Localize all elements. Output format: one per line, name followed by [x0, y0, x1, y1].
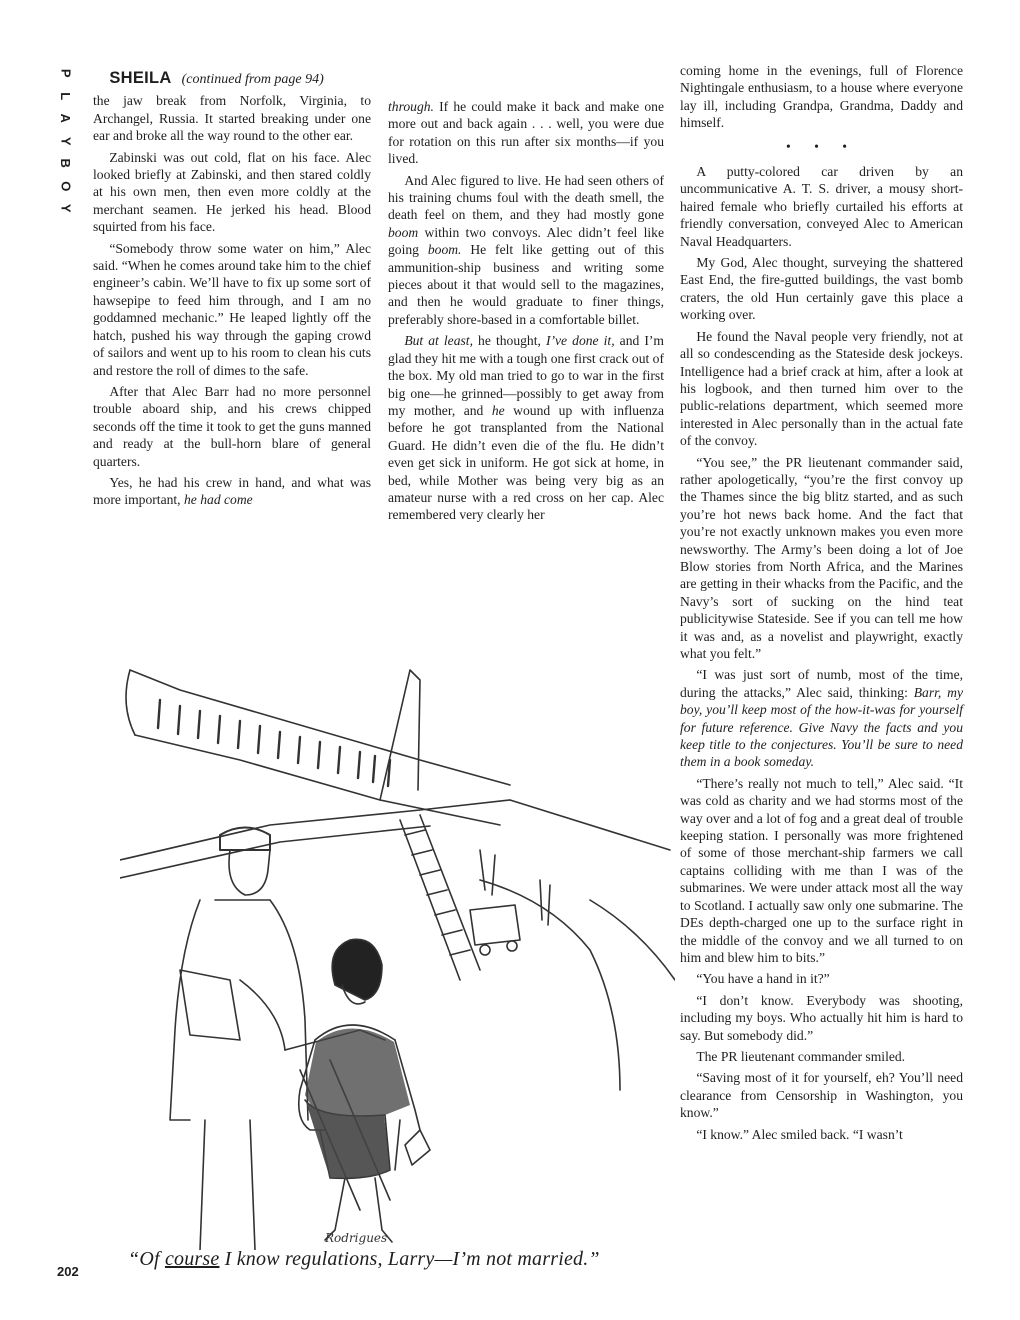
paragraph: The PR lieutenant commander smiled.: [696, 1048, 906, 1064]
article-title: SHEILA: [109, 69, 172, 87]
paragraph: “I know.” Alec smiled back. “I wasn’t: [696, 1126, 903, 1142]
side-letter: B: [58, 158, 74, 168]
artist-signature: Rodrigues: [325, 1231, 388, 1245]
paragraph: [388, 172, 664, 329]
side-letter: P: [58, 68, 74, 78]
paragraph: [388, 332, 664, 523]
paragraph: “You see,” the PR lieutenant commander said, rather apologetically, “you’re the first convoy up the Thames since the big blitz started, and as such you’re hot news back home. And the fact that you’re not exactly unknown makes you even more newsworthy. The Army’s been doing a lot of Joe Blow stories from North Africa, and the Marines are getting in their whacks from the Pacific, and the Navy’s sort of sucking on the hind teat publicitywise Stateside. See if you can tell me how it was and, as a novelist and playwright, exactly what you felt.”: [680, 454, 963, 661]
paragraph: My God, Alec thought, surveying the shattered East End, the fire-gutted buildings, the vast bomb craters, the old Hun certainly gave this place a working over.: [680, 255, 963, 323]
paragraph-italic: I’ve done it,: [545, 333, 615, 349]
paragraph: Zabinski was out cold, flat on his face. Alec looked briefly at Zabinski, and then stared coldly at his own men, then even more coldly at the merchant seamen. He jerked his head. Blood squirted from his face.: [93, 149, 371, 235]
side-letter: L: [58, 91, 74, 100]
paragraph-italic: But at least,: [404, 333, 473, 349]
paragraph: [388, 98, 664, 168]
paragraph: “You have a hand in it?”: [696, 971, 830, 987]
article-column-1: [93, 70, 371, 513]
paragraph-text: And Alec figured to live. He had seen others of his training chums foul with the death smell, the death feel on them, and they had mostly gone: [388, 172, 664, 223]
paragraph: After that Alec Barr had no more personnel trouble aboard ship, and his crews chipped seconds off the time it took to get the guns manned and ready at the bull-horn blare of general quarters.: [93, 383, 371, 469]
paragraph-text: “I was just sort of numb, most of the time, during the attacks,” Alec said, thinking:: [680, 667, 963, 700]
paragraph: “I don’t know. Everybody was shooting, including my boys. Who actually hit him is hard to say. But somebody did.”: [680, 992, 963, 1043]
article-column-2: [388, 98, 664, 528]
paragraph: coming home in the evenings, full of Florence Nightingale enthusiasm, to a house where everyone lay ill, including Grandpa, Grandma, Daddy and himself.: [680, 63, 963, 131]
paragraph: [680, 666, 963, 770]
side-letter: Y: [58, 203, 74, 213]
paragraph-text: within two convoys. Alec didn’t feel like going: [388, 224, 664, 258]
side-letter: Y: [58, 136, 74, 146]
continued-note: (continued from page 94): [181, 72, 324, 87]
side-letter: O: [58, 180, 74, 191]
side-letter: A: [58, 113, 74, 123]
paragraph-text: he thought,: [472, 333, 546, 349]
paragraph-text: If he could make it back and make one more out and back again . . . well, you were due for rotation on this run after six months—if you lived.: [388, 99, 664, 167]
paragraph: He found the Naval people very friendly, not at all so condescending as the Stateside desk jockeys. Intelligence had a brief crack at him, after a look at his logbook, and then turned him over to the public-relations department, which seemed more interested in Alec personally than in the actual fate of the convoy.: [680, 328, 963, 449]
paragraph-text: Yes, he had his crew in hand, and what was more important,: [93, 474, 371, 508]
paragraph-text: and I’m glad they hit me with a tough one first crack out of the box. My old man tried to go to war in the first big one—he grinned—possibly to get away from my mother, and: [388, 333, 665, 418]
paragraph: the jaw break from Norfolk, Virginia, to Archangel, Russia. It started breaking under one ear and broke all the way round to the other ear.: [93, 93, 371, 144]
paragraph-italic: he: [491, 402, 505, 418]
caption-text: I know regulations, Larry—I’m not married.”: [219, 1248, 600, 1270]
page-number: 202: [57, 1264, 79, 1279]
paragraph: [93, 474, 371, 509]
paragraph: “Saving most of it for yourself, eh? You’ll need clearance from Censorship in Washington, you know.”: [680, 1070, 963, 1121]
section-break: • • •: [785, 138, 858, 154]
paragraph-italic: Barr, my boy, you’ll keep most of the how-it-was for yourself for future reference. Give Navy the facts and you keep title to the conjectures. You’ll be sure to need them in a book someday.: [680, 684, 963, 770]
caption-underlined: course: [164, 1248, 220, 1270]
article-header: [93, 70, 371, 88]
paragraph-italic: he had come: [184, 492, 253, 508]
cartoon-illustration: [120, 650, 675, 1250]
paragraph-italic: boom: [388, 224, 419, 240]
paragraph: “There’s really not much to tell,” Alec said. “It was cold as charity and we had storms most of the way over and a lot of fog and a great deal of trouble keeping station. I personally was more frightened of some of those merchant-ship farmers we call captains colliding with me than I was of the submarines. We were under attack most all the way to Scotland. I actually saw only one submarine. The DEs depth-charged one up to the surface right in the middle of the convoy and we all turned to on him and blew him to bits.”: [680, 775, 963, 965]
caption-text: “Of: [128, 1248, 165, 1270]
magazine-side-label: [55, 62, 75, 220]
paragraph-italic: through.: [388, 99, 434, 114]
paragraph: “Somebody throw some water on him,” Alec said. “When he comes around take him to the chief engineer’s cabin. We’ll have to fix up some sort of hawsepipe to feed him through, and I am no goddamned mechanic.” He leaped lightly off the hatch, pushed his way through the gaping crowd of sailors and went up to his room to clean his cuts and restore the roll of dimes to the safe.: [93, 240, 371, 378]
paragraph-italic: boom.: [427, 242, 462, 258]
cartoon-caption: [128, 1248, 668, 1271]
paragraph-text: He felt like getting out of this ammunition-ship business and writing some pieces about it that would sell to the magazines, and then he would graduate to finer things, preferably shore-based in a comfortable billet.: [388, 242, 664, 327]
paragraph: A putty-colored car driven by an uncommunicative A. T. S. driver, a mousy short-haired female who briefly curtailed his efforts at friendly conversation, conveyed Alec to American Naval Headquarters.: [680, 164, 963, 249]
paragraph-text: wound up with influenza before he got transplanted from the National Guard. He didn’t even die of the flu. He didn’t even get sick in uniform. He got sick at home, in bed, while Mother was being very big as an amateur nurse with a red cross on her cap. Alec remembered very clearly her: [388, 402, 664, 523]
article-column-3: [680, 62, 963, 1147]
